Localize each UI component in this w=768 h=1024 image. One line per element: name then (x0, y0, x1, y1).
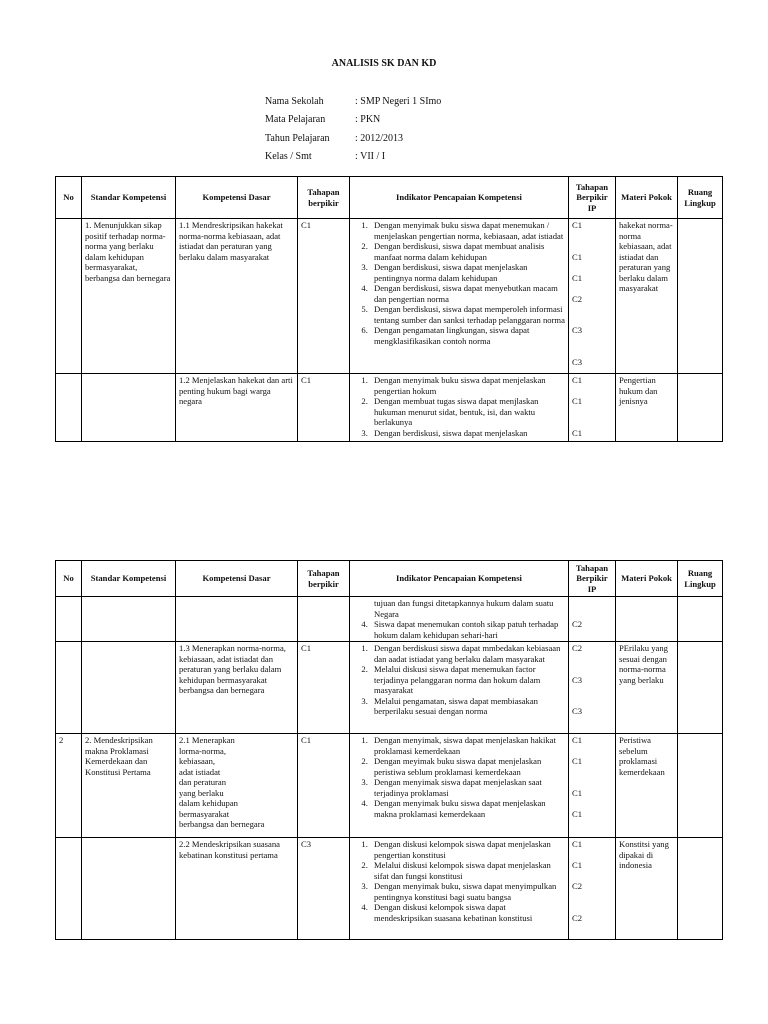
list-item: 1. Dengan diskusi kelompok siswa dapat menjelaskan pengertian konstitusi (370, 839, 565, 860)
list-item: 1. Dengan berdiskusi siswa dapat mmbedakan kebiasaan dan aadat istiadat yang berlaku dalam masyarakat (370, 643, 565, 664)
info-row-subject (265, 111, 441, 130)
info-value: : SMP Negeri 1 SImo (355, 95, 442, 107)
cell-indikator (350, 374, 569, 442)
analysis-table-page-1 (55, 176, 723, 442)
cell-tahapan: C1 (298, 642, 350, 734)
table-row (56, 374, 723, 442)
indikator-list (353, 839, 565, 923)
list-item: 4. Siswa dapat menemukan contoh sikap patuh terhadap hokum dalam kehidupan sehari-hari (370, 619, 565, 640)
list-item: 1. Dengan menyimak buku siswa dapat menjelaskan pengertian hokum (370, 375, 565, 396)
cell-no (56, 374, 82, 442)
cell-materi-pokok (616, 597, 678, 642)
cell-tahapan (298, 597, 350, 642)
cell-indikator (350, 838, 569, 940)
list-item: 4. Dengan berdiskusi, siswa dapat menyebutkan macam dan pengertian norma (370, 283, 565, 304)
info-value: : PKN (355, 114, 381, 126)
cell-standar-kompetensi (82, 838, 176, 940)
table-row (56, 642, 723, 734)
cell-no (56, 597, 82, 642)
cell-materi-pokok: hakekat norma-norma kebiasaan, adat istiadat dan peraturan yang berlaku dalam masyarakat (616, 219, 678, 374)
list-item: 4. Dengan menyimak buku siswa dapat menjelaskan makna proklamasi kemerdekaan (370, 798, 565, 819)
table-row (56, 838, 723, 940)
cell-ruang-lingkup (678, 838, 723, 940)
cell-kompetensi-dasar: 1.2 Menjelaskan hakekat dan arti penting hukum bagi warga negara (176, 374, 298, 442)
cell-no (56, 642, 82, 734)
cell-tahapan-ip: C2 C3 C3 (569, 642, 616, 734)
list-item: 2. Melalui diskusi siswa dapat menemukan factor terjadinya pelanggaran norma dan hokum dalam masyarakat (370, 664, 565, 696)
cell-tahapan: C1 (298, 734, 350, 838)
analysis-table-page-2 (55, 560, 723, 940)
cell-kompetensi-dasar (176, 597, 298, 642)
header-tahapan-berpikir: Tahapan berpikir (298, 561, 350, 597)
header-no: No (56, 177, 82, 219)
header-materi-pokok: Materi Pokok (616, 177, 678, 219)
indikator-list (353, 643, 565, 717)
info-row-class (265, 148, 441, 167)
list-item: 2. Dengan meyimak buku siswa dapat menjelaskan peristiwa seblum proklamasi kemerdekaan (370, 756, 565, 777)
list-item: 1. Dengan menyimak buku siswa dapat menemukan / menjelaskan pengertian norma, kebiasaan, adat istiadat (370, 220, 565, 241)
list-item: 4. Dengan diskusi kelompok siswa dapat mendeskripsikan suasana kebatinan konstitusi (370, 902, 565, 923)
cell-standar-kompetensi: 1. Menunjukkan sikap positif terhadap norma-norma yang berlaku dalam kehidupan bermasyarakat, berbangsa dan bernegara (82, 219, 176, 374)
cell-tahapan-ip: C1 C1 C1 (569, 374, 616, 442)
header-kompetensi-dasar: Kompetensi Dasar (176, 177, 298, 219)
cell-tahapan-ip: C1 C1 C2 C2 (569, 838, 616, 940)
page-title: ANALISIS SK DAN KD (331, 58, 437, 69)
cell-standar-kompetensi (82, 597, 176, 642)
cell-tahapan-ip: C1 C1 C1 C2 C3 C3 (569, 219, 616, 374)
cell-materi-pokok: Peristiwa sebelum proklamasi kemerdekaan (616, 734, 678, 838)
cell-kompetensi-dasar: 1.3 Menerapkan norma-norma, kebiasaan, adat istiadat dan peraturan yang berlaku dalam kehidupan bermasyarakat berbangsa dan bernegara (176, 642, 298, 734)
header-materi-pokok: Materi Pokok (616, 561, 678, 597)
info-row-school (265, 92, 441, 111)
school-info (265, 92, 441, 166)
indikator-continued-text: tujuan dan fungsi ditetapkannya hukum dalam suatu Negara (374, 598, 554, 619)
indikator-list (353, 220, 565, 346)
cell-kompetensi-dasar: 2.2 Mendeskripsikan suasana kebatinan konstitusi pertama (176, 838, 298, 940)
info-value: : 2012/2013 (355, 132, 404, 144)
cell-indikator (350, 734, 569, 838)
header-tahapan-ip: Tahapan Berpikir IP (569, 177, 616, 219)
list-item: 2. Melalui diskusi kelompok siswa dapat menjelaskan sifat dan fungsi konstitusi (370, 860, 565, 881)
cell-materi-pokok: PErilaku yang sesuai dengan norma-norma yang berlaku (616, 642, 678, 734)
info-row-year (265, 129, 441, 148)
header-no: No (56, 561, 82, 597)
header-tahapan-berpikir: Tahapan berpikir (298, 177, 350, 219)
cell-ruang-lingkup (678, 734, 723, 838)
header-ruang-lingkup: Ruang Lingkup (678, 177, 723, 219)
info-label: Tahun Pelajaran (265, 132, 330, 144)
header-row (56, 177, 723, 219)
list-item: 3. Dengan berdiskusi, siswa dapat menjelaskan (370, 428, 565, 439)
indikator-list (353, 619, 565, 640)
cell-tahapan: C1 (298, 219, 350, 374)
list-item: 3. Dengan berdiskusi, siswa dapat menjelaskan pentingnya norma dalam kehidupan (370, 262, 565, 283)
info-value: : VII / I (355, 151, 386, 163)
cell-tahapan-ip: C2 (569, 597, 616, 642)
cell-tahapan-ip: C1 C1 C1 C1 (569, 734, 616, 838)
indikator-list (353, 735, 565, 819)
header-indikator: Indikator Pencapaian Kompetensi (350, 561, 569, 597)
cell-no (56, 219, 82, 374)
cell-standar-kompetensi (82, 374, 176, 442)
cell-standar-kompetensi: 2. Mendeskripsikan makna Proklamasi Kemerdekaan dan Konstitusi Pertama (82, 734, 176, 838)
cell-materi-pokok: Pengertian hukum dan jenisnya (616, 374, 678, 442)
list-item: 3. Dengan menyimak siswa dapat menjelaskan saat terjadinya proklamasi (370, 777, 565, 798)
cell-no: 2 (56, 734, 82, 838)
cell-kompetensi-dasar: 1.1 Mendreskripsikan hakekat norma-norma kebiasaan, adat istiadat dan peraturan yang berlaku dalam masyarakat (176, 219, 298, 374)
cell-indikator (350, 642, 569, 734)
info-label: Kelas / Smt (265, 151, 312, 163)
list-item: 3. Dengan menyimak buku, siswa dapat menyimpulkan pentingnya konstitusi bagi suatu bangsa (370, 881, 565, 902)
list-item: 1. Dengan menyimak, siswa dapat menjelaskan hakikat proklamasi kemerdekaan (370, 735, 565, 756)
cell-ruang-lingkup (678, 642, 723, 734)
cell-kompetensi-dasar: 2.1 Menerapkan lorma-norma, kebiasaan, adat istiadat dan peraturan yang berlaku dalam kehidupan bermasyarakat berbangsa dan bernegara (176, 734, 298, 838)
header-tahapan-ip: Tahapan Berpikir IP (569, 561, 616, 597)
header-indikator: Indikator Pencapaian Kompetensi (350, 177, 569, 219)
table-row (56, 597, 723, 642)
cell-tahapan: C3 (298, 838, 350, 940)
list-item: 2. Dengan membuat tugas siswa dapat menjlaskan hukuman menurut sidat, bentuk, isi, dan waktu berlakunya (370, 396, 565, 428)
cell-ruang-lingkup (678, 374, 723, 442)
cell-ruang-lingkup (678, 597, 723, 642)
cell-standar-kompetensi (82, 642, 176, 734)
cell-indikator (350, 597, 569, 642)
info-label: Mata Pelajaran (265, 114, 326, 126)
header-row (56, 561, 723, 597)
cell-materi-pokok: Konstitsi yang dipakai di indonesia (616, 838, 678, 940)
list-item: 2. Dengan berdiskusi, siswa dapat membuat analisis manfaat norma dalam kehidupan (370, 241, 565, 262)
cell-no (56, 838, 82, 940)
indikator-list (353, 375, 565, 438)
cell-indikator (350, 219, 569, 374)
list-item: 5. Dengan berdiskusi, siswa dapat memperoleh informasi tentang sumber dan sanksi terhadap pelanggaran norma (370, 304, 565, 325)
header-standar-kompetensi: Standar Kompetensi (82, 177, 176, 219)
info-label: Nama Sekolah (265, 95, 324, 107)
list-item: 3. Melalui pengamatan, siswa dapat membiasakan berperilaku sesuai dengan norma (370, 696, 565, 717)
cell-ruang-lingkup (678, 219, 723, 374)
header-standar-kompetensi: Standar Kompetensi (82, 561, 176, 597)
header-ruang-lingkup: Ruang Lingkup (678, 561, 723, 597)
list-item: 6. Dengan pengamatan lingkungan, siswa dapat mengklasifikasikan contoh norma (370, 325, 565, 346)
table-row (56, 219, 723, 374)
table-row (56, 734, 723, 838)
header-kompetensi-dasar: Kompetensi Dasar (176, 561, 298, 597)
cell-tahapan: C1 (298, 374, 350, 442)
